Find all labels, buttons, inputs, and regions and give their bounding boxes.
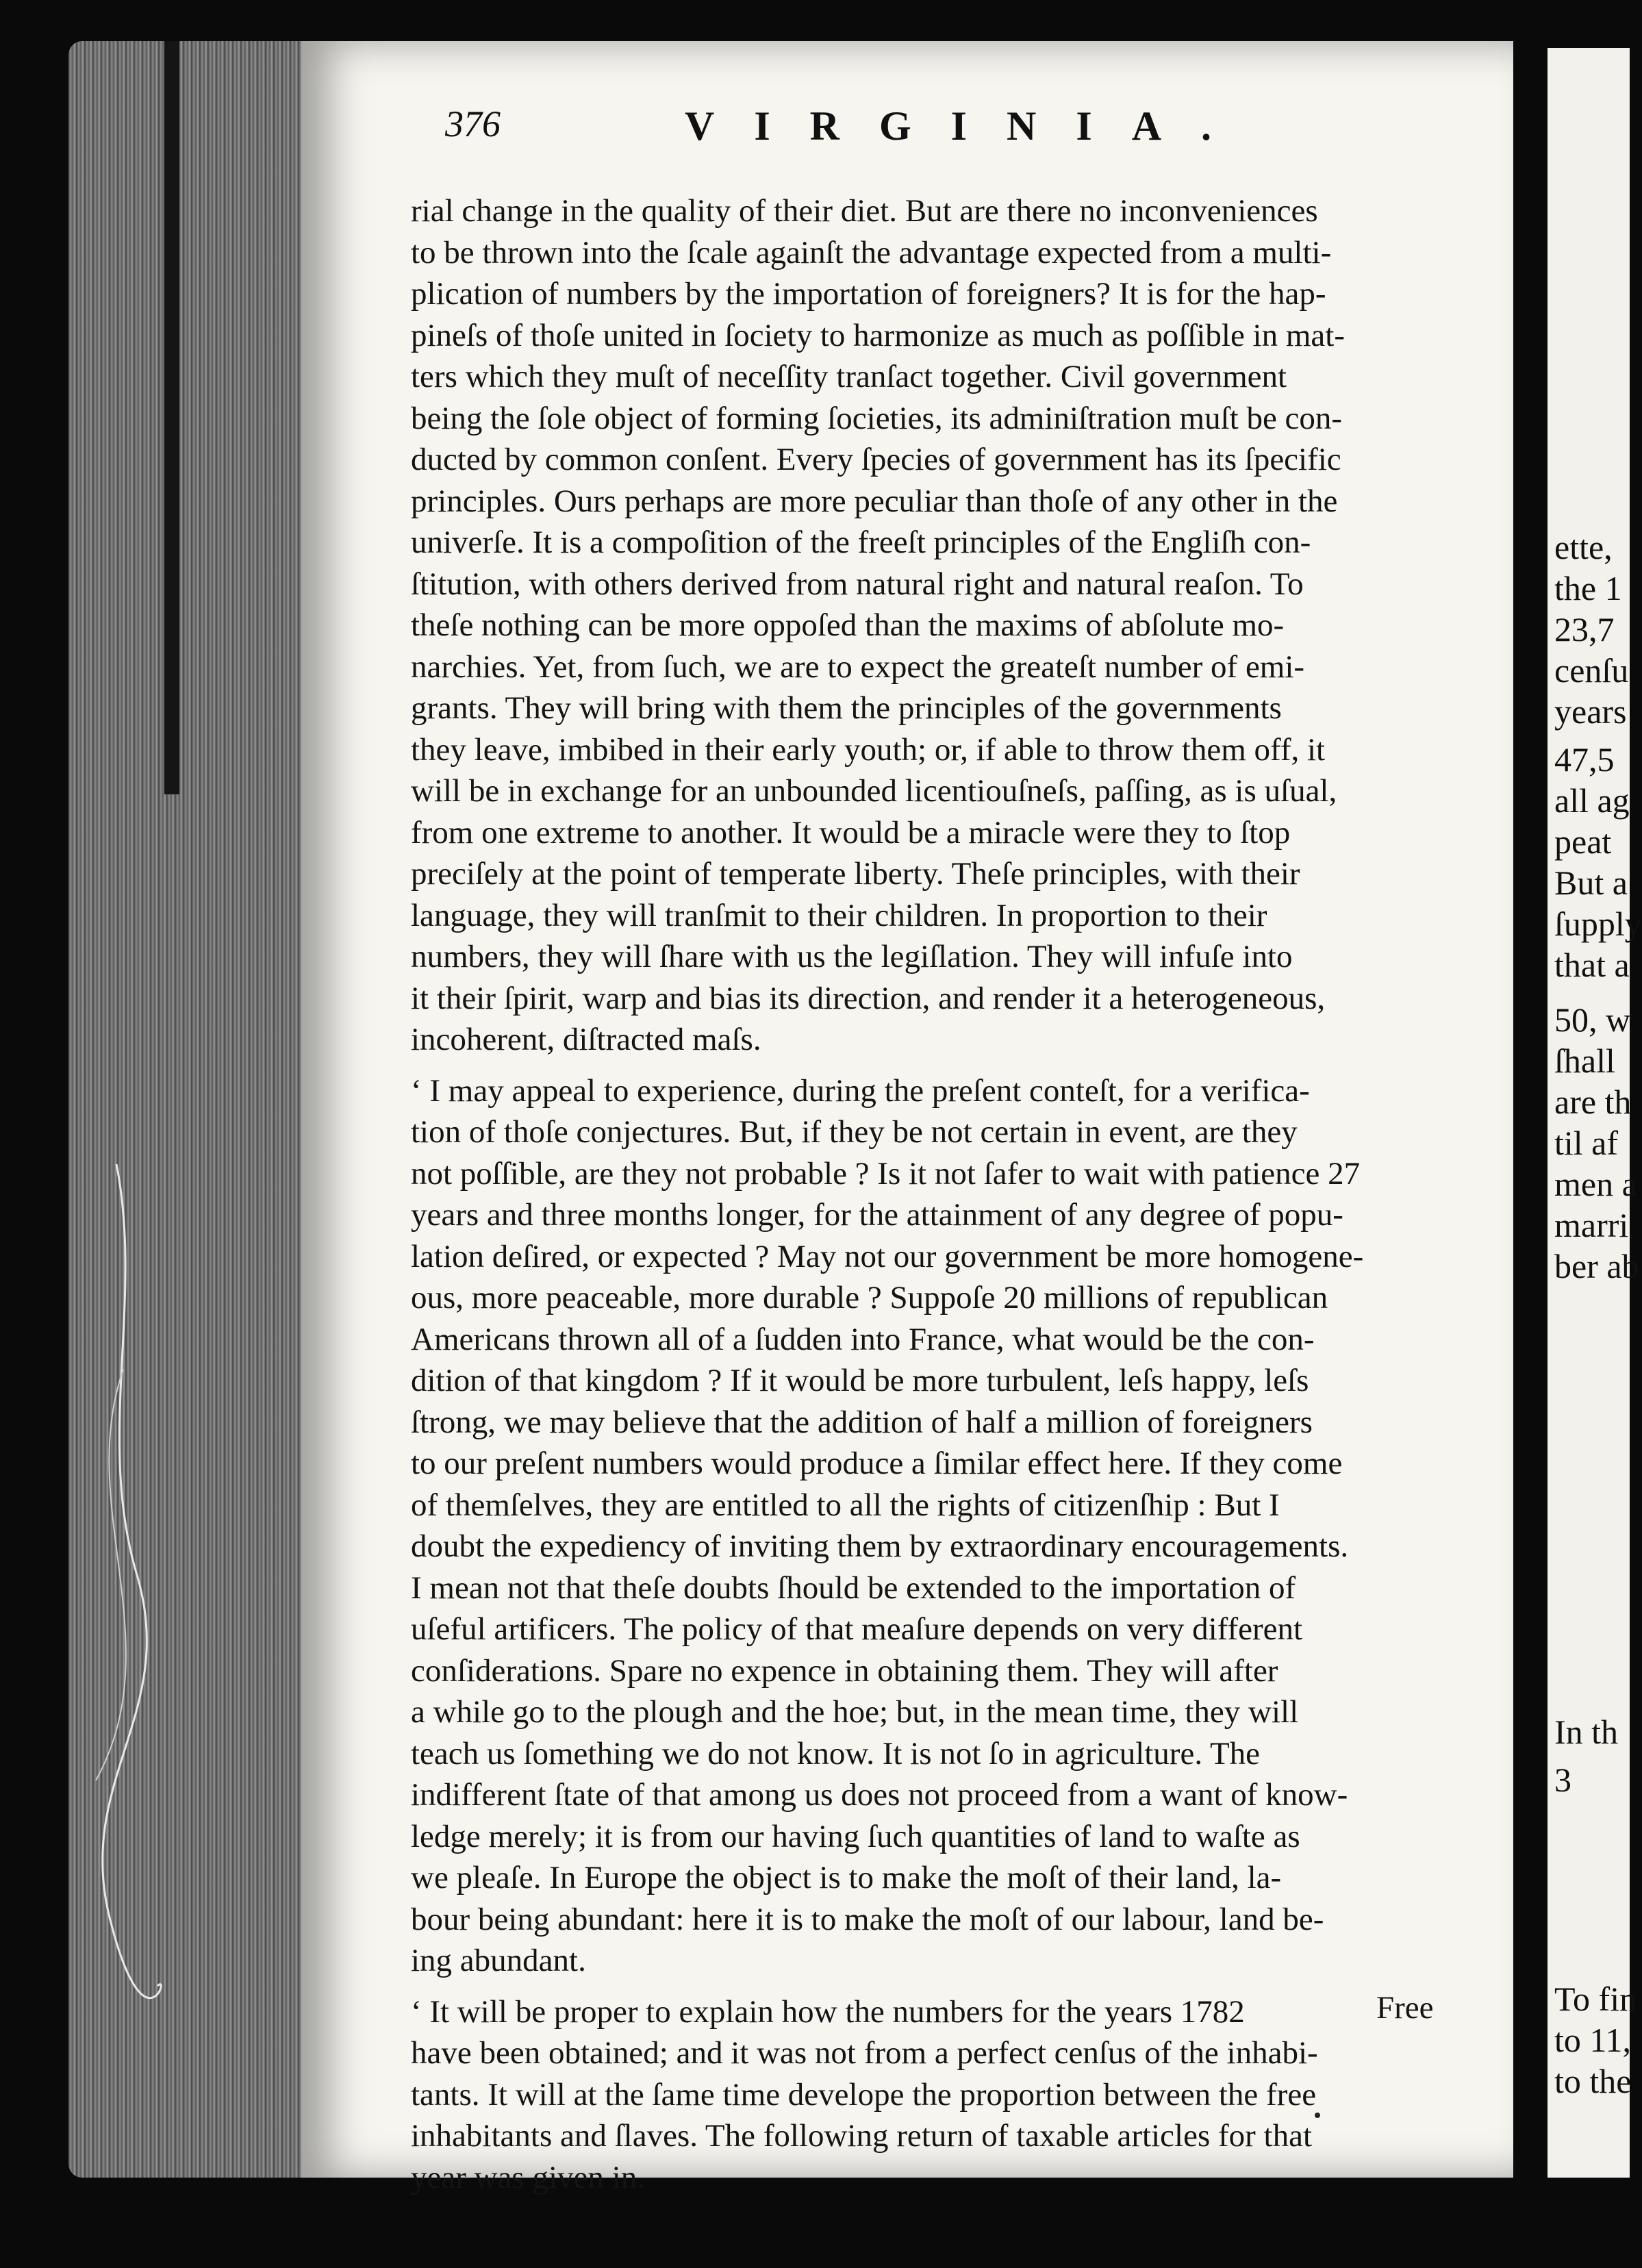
body-text [411, 190, 1479, 2198]
facing-page-fragment: But a [1554, 864, 1628, 902]
facing-page-fragment: men a [1554, 1165, 1637, 1203]
text-line: have been obtained; and it was not from a perfect cenſus of the inhabi- [411, 2035, 1318, 2071]
facing-page-fragment: In th [1554, 1713, 1619, 1751]
text-line: language, they will tranſmit to their children. In proportion to their [411, 897, 1267, 933]
text-line: ing abundant. [411, 1943, 586, 1978]
facing-page-fragment: 47,5 [1554, 740, 1615, 779]
facing-page-fragment: ber ab [1554, 1247, 1639, 1285]
loose-thread [34, 1164, 192, 1986]
page-edge-shadow [164, 41, 179, 794]
text-line: plication of numbers by the importation of foreigners? It is for the hap- [411, 276, 1326, 312]
text-line: being the ſole object of forming ſocieties, its adminiſtration muſt be con- [411, 400, 1343, 436]
text-line: conſiderations. Spare no expence in obtaining them. They will after [411, 1652, 1278, 1689]
facing-page-fragment: til af [1554, 1124, 1619, 1162]
text-line: not poſſible, are they not probable ? Is it not ſafer to wait with patience 27 [411, 1155, 1361, 1192]
facing-page-fragment: 23,7 [1554, 610, 1615, 648]
facing-page-fragment: that a [1554, 946, 1630, 984]
text-line: teach us ſomething we do not know. It is not ſo in agriculture. The [411, 1735, 1261, 1772]
facing-page-fragment: ette, [1554, 528, 1613, 566]
text-line: ‘ It will be proper to explain how the numbers for the years 1782 [411, 1993, 1245, 2030]
text-line: of themſelves, they are entitled to all the rights of citizenſhip : But I [411, 1487, 1280, 1523]
page-header [445, 103, 1472, 164]
text-line: ledge merely; it is from our having ſuch quantities of land to waſte as [411, 1818, 1300, 1854]
text-line: to our preſent numbers would produce a ſimilar effect here. If they come [411, 1446, 1343, 1481]
running-title: VIRGINIA. [685, 103, 1252, 149]
facing-page-fragment: all ag [1554, 781, 1630, 820]
paragraph-1 [411, 190, 1479, 1061]
text-line: ducted by common conſent. Every ſpecies of government has its ſpecific [411, 442, 1341, 477]
text-line: I mean not that theſe doubts ſhould be extended to the importation of [411, 1570, 1296, 1606]
page-number: 376 [445, 103, 501, 144]
text-line: tion of thoſe conjectures. But, if they be not certain in event, are they [411, 1114, 1298, 1150]
text-line: numbers, they will ſhare with us the legiſlation. They will infuſe into [411, 939, 1293, 974]
text-line: univerſe. It is a compoſition of the freeſt principles of the Engliſh con- [411, 525, 1311, 560]
text-line: ſtrong, we may believe that the addition of half a million of foreigners [411, 1404, 1313, 1440]
text-line: principles. Ours perhaps are more peculiar than thoſe of any other in the [411, 483, 1338, 519]
facing-page-fragment: ſhall [1554, 1042, 1615, 1080]
text-line: incoherent, diſtracted maſs. [411, 1022, 761, 1057]
facing-page-fragment: to the [1554, 2062, 1632, 2100]
paragraph-3 [411, 1991, 1479, 2199]
paragraph-2 [411, 1070, 1479, 1982]
text-line: will be in exchange for an unbounded licentiouſneſs, paſſing, as is uſual, [411, 773, 1337, 809]
text-line: bour being abundant: here it is to make the moſt of our labour, land be- [411, 1901, 1324, 1937]
text-line: rial change in the quality of their diet. But are there no inconveniences [411, 193, 1318, 229]
text-line: uſeful artificers. The policy of that meaſure depends on very different [411, 1611, 1303, 1647]
text-line: indifferent ſtate of that among us does not proceed from a want of know- [411, 1777, 1348, 1813]
text-line: from one extreme to another. It would be a miracle were they to ſtop [411, 814, 1291, 850]
text-line: we pleaſe. In Europe the object is to make the moſt of their land, la- [411, 1860, 1282, 1895]
ink-dot [1315, 2113, 1320, 2118]
text-line: ters which they muſt of neceſſity tranſact together. Civil government [411, 359, 1287, 394]
text-line: theſe nothing can be more oppoſed than the maxims of abſolute mo- [411, 607, 1285, 643]
text-line: it their ſpirit, warp and bias its direction, and render it a heterogeneous, [411, 980, 1326, 1016]
facing-page-fragment: marri [1554, 1206, 1629, 1244]
text-line: dition of that kingdom ? If it would be more turbulent, leſs happy, leſs [411, 1363, 1309, 1398]
catchword: Free [1376, 1990, 1434, 2026]
text-line: pineſs of thoſe united in ſociety to harmonize as much as poſſible in mat- [411, 317, 1345, 353]
text-line: a while go to the plough and the hoe; but, in the mean time, they will [411, 1694, 1299, 1730]
text-line: they leave, imbibed in their early youth; or, if able to throw them off, it [411, 731, 1326, 768]
text-line: ous, more peaceable, more durable ? Suppoſe 20 millions of republican [411, 1280, 1328, 1315]
facing-page-fragment: ſupply [1554, 905, 1642, 943]
text-line: inhabitants and ſlaves. The following return of taxable articles for that [411, 2118, 1313, 2154]
facing-page-fragment: To fin [1554, 1980, 1637, 2018]
facing-page-fragment: years [1554, 692, 1627, 731]
text-line: Americans thrown all of a ſudden into France, what would be the con- [411, 1321, 1315, 1357]
text-line: grants. They will bring with them the principles of the governments [411, 690, 1282, 726]
facing-page-fragment: 3 [1554, 1761, 1571, 1799]
text-line: lation deſired, or expected ? May not our government be more homogene- [411, 1238, 1364, 1274]
text-line: doubt the expediency of inviting them by extraordinary encouragements. [411, 1528, 1349, 1564]
text-line: years and three months longer, for the attainment of any degree of popu- [411, 1197, 1343, 1233]
text-line: ‘ I may appeal to experience, during the preſent conteſt, for a verifica- [411, 1072, 1310, 1109]
facing-page-fragment: peat [1554, 822, 1612, 861]
facing-page [1548, 48, 1642, 2178]
text-line: preciſely at the point of temperate liberty. Theſe principles, with their [411, 856, 1300, 892]
facing-page-fragment: to 11, [1554, 2021, 1632, 2059]
facing-page-fragment: the 1 [1554, 569, 1622, 607]
facing-page-fragment: 50, w [1554, 1000, 1631, 1039]
text-line: ſtitution, with others derived from natural right and natural reaſon. To [411, 566, 1304, 602]
facing-page-fragment: are th [1554, 1083, 1632, 1121]
text-line: year was given in. [411, 2159, 645, 2195]
text-line: narchies. Yet, from ſuch, we are to expect the greateſt number of emi- [411, 648, 1305, 685]
text-line: tants. It will at the ſame time develope the proportion between the free [411, 2076, 1317, 2113]
text-line: to be thrown into the ſcale againſt the advantage expected from a multi- [411, 234, 1332, 270]
facing-page-fragment: cenſu [1554, 651, 1629, 690]
